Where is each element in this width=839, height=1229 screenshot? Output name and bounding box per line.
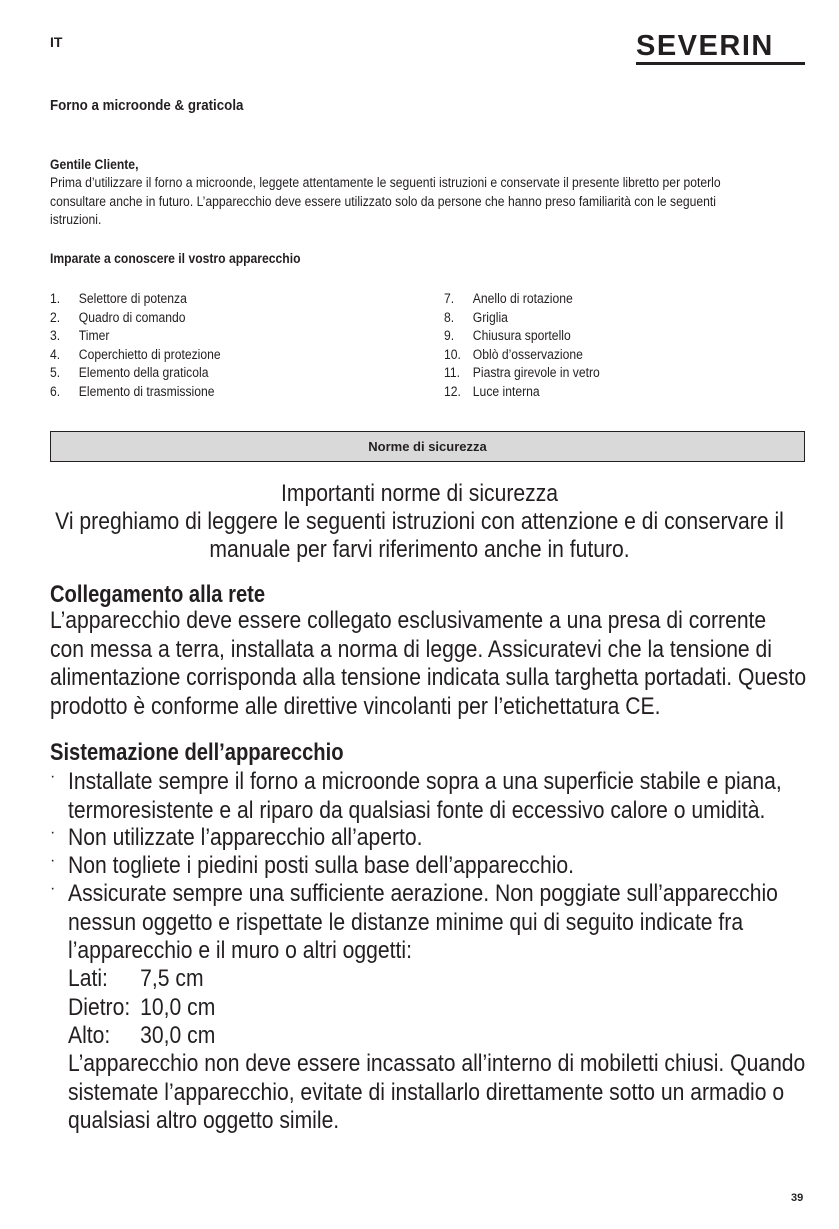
important-line: Vi preghiamo di leggere le seguenti istruzioni con attenzione e di conservare il (55, 508, 784, 535)
paragraph-line: con messa a terra, installata a norma di legge. Assicuratevi che la tensione di (50, 635, 772, 663)
brand-logo: SEVERIN (636, 30, 774, 62)
parts-heading: Imparate a conoscere il vostro apparecchio (50, 251, 301, 266)
intro-line: consultare anche in futuro. L’apparecchio deve essere utilizzato solo da persone che hanno preso familiarità con le seguenti (50, 193, 716, 209)
distance-value: 7,5 cm (140, 965, 204, 992)
safety-banner (50, 431, 805, 462)
bullet-icon: · (50, 768, 56, 785)
list-item: 12. Luce interna (444, 383, 540, 399)
list-item: 7. Anello di rotazione (444, 291, 573, 306)
list-item: 4. Coperchietto di protezione (50, 346, 221, 362)
list-item: 2. Quadro di comando (50, 309, 186, 325)
paragraph-line: prodotto è conforme alle direttive vincolanti per l’etichettatura CE. (50, 692, 661, 720)
list-item: 1. Selettore di potenza (50, 291, 187, 306)
intro-line: istruzioni. (50, 212, 102, 227)
list-item: 9. Chiusura sportello (444, 328, 571, 344)
intro-paragraph (50, 174, 804, 230)
bullet-icon: · (50, 852, 56, 869)
safety-banner-label: Norme di sicurezza (368, 439, 487, 454)
list-item: 11. Piastra girevole in vetro (444, 365, 600, 381)
list-item: 8. Griglia (444, 309, 508, 325)
section-heading-placement: Sistemazione dell’apparecchio (50, 739, 344, 766)
distance-label: Dietro: (68, 993, 131, 1021)
distance-label: Lati: (68, 965, 108, 992)
connection-paragraph (50, 607, 806, 721)
section-heading-connection: Collegamento alla rete (50, 581, 266, 608)
paragraph-line: sistemate l’apparecchio, evitate di installarlo direttamente sotto un armadio o (68, 1078, 785, 1106)
paragraph-line: alimentazione corrisponda alla tensione indicata sulla targhetta portadati. Questo (50, 664, 807, 691)
list-item: 6. Elemento di trasmissione (50, 383, 215, 399)
distance-label: Alto: (68, 1022, 111, 1049)
parts-list-left (50, 290, 221, 402)
brand-underline (636, 62, 805, 65)
language-code: IT (50, 34, 63, 50)
parts-list-right (444, 290, 600, 402)
distance-value: 30,0 cm (140, 1022, 216, 1049)
important-title: Importanti norme di sicurezza (280, 480, 559, 507)
page-number: 39 (791, 1192, 804, 1204)
list-item: 10. Oblò d’osservazione (444, 346, 583, 362)
paragraph-line: L’apparecchio deve essere collegato esclusivamente a una presa di corrente (50, 607, 767, 634)
paragraph-line: L’apparecchio non deve essere incassato all’interno di mobiletti chiusi. Quando (68, 1050, 806, 1077)
document-title: Forno a microonde & graticola (50, 98, 244, 114)
bullet-icon: · (50, 824, 56, 841)
distance-value: 10,0 cm (140, 993, 216, 1021)
list-item: 3. Timer (50, 328, 110, 344)
bullet-icon: · (50, 880, 56, 897)
important-line: manuale per farvi riferimento anche in futuro. (209, 536, 630, 563)
list-item: 5. Elemento della graticola (50, 365, 209, 381)
intro-line: Prima d’utilizzare il forno a microonde, leggete attentamente le seguenti istruzioni e conservate il presente libretto per poterlo (50, 175, 721, 190)
paragraph-line: qualsiasi altro oggetto simile. (68, 1107, 340, 1134)
greeting: Gentile Cliente, (50, 157, 139, 172)
placement-note (68, 1050, 805, 1136)
